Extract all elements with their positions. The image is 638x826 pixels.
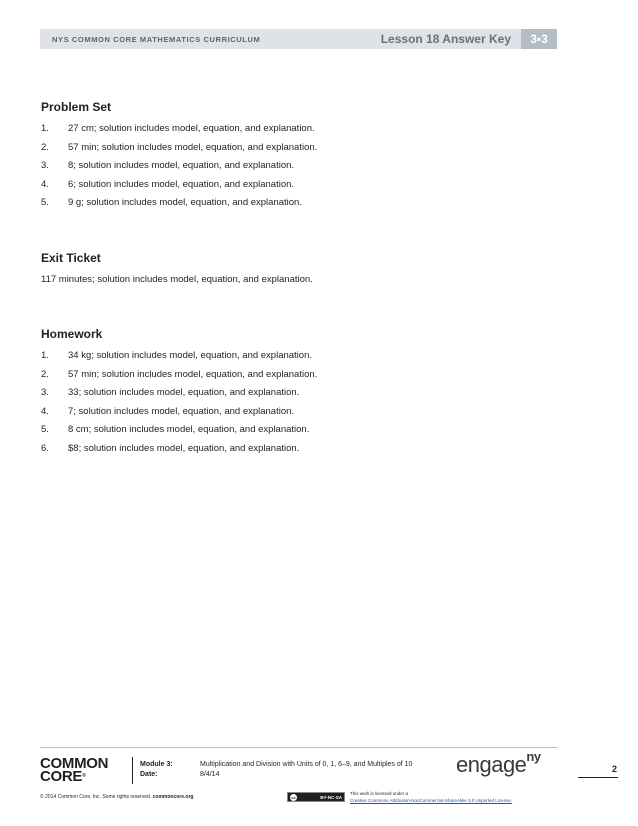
curriculum-title: NYS COMMON CORE MATHEMATICS CURRICULUM	[52, 34, 261, 44]
copyright-notice	[40, 794, 193, 800]
item-text: 8 cm; solution includes model, equation, and explanation.	[68, 424, 310, 436]
logo-registered-mark: ®	[82, 773, 86, 779]
license-text	[350, 790, 512, 804]
problem-set-heading: Problem Set	[41, 100, 112, 114]
item-number: 1.	[41, 123, 49, 134]
item-text: 57 min; solution includes model, equation, and explanation.	[68, 141, 318, 153]
item-text: 57 min; solution includes model, equation, and explanation.	[68, 368, 318, 380]
grade-badge: 3•3	[521, 29, 557, 49]
list-item	[41, 197, 561, 216]
copyright-site: commoncore.org	[152, 794, 194, 800]
homework-list	[41, 350, 561, 462]
cc-license-badge[interactable]	[287, 792, 345, 802]
item-text: 27 cm; solution includes model, equation, and explanation.	[68, 123, 315, 134]
item-number: 4.	[41, 178, 49, 190]
footer-labels	[140, 760, 173, 780]
item-number: 4.	[41, 405, 49, 417]
copyright-text: © 2014 Common Core, Inc. Some rights reserved.	[40, 794, 152, 800]
homework-section	[41, 327, 561, 462]
list-item	[41, 387, 561, 406]
exit-ticket-section	[41, 251, 561, 285]
item-number: 6.	[41, 442, 49, 454]
list-item	[41, 443, 561, 462]
list-item	[41, 142, 561, 161]
header-band	[40, 29, 557, 49]
page-number-rule	[578, 777, 618, 778]
list-item	[41, 369, 561, 388]
item-number: 2.	[41, 141, 49, 153]
exit-ticket-answer: 117 minutes; solution includes model, equation, and explanation.	[41, 274, 313, 285]
item-text: 6; solution includes model, equation, and explanation.	[68, 178, 295, 190]
list-item	[41, 179, 561, 198]
item-number: 5.	[41, 197, 49, 209]
item-number: 2.	[41, 368, 49, 380]
homework-heading: Homework	[41, 327, 103, 341]
ny-text: ny	[526, 749, 541, 764]
page-number: 2	[611, 764, 617, 774]
item-text: $8; solution includes model, equation, and explanation.	[68, 442, 300, 454]
list-item	[41, 350, 561, 369]
module-label: Module 3:	[140, 761, 173, 768]
item-number: 1.	[41, 350, 49, 361]
license-line-1: This work is licensed under a	[350, 791, 409, 796]
footer-divider	[132, 757, 133, 784]
footer-values	[200, 760, 412, 780]
module-value: Multiplication and Division with Units of 0, 1, 6–9, and Multiples of 10	[200, 761, 413, 768]
item-text: 8; solution includes model, equation, and explanation.	[68, 160, 295, 172]
creative-commons-icon: cc	[291, 794, 296, 800]
date-label: Date:	[140, 771, 158, 778]
date-value: 8/4/14	[200, 771, 220, 778]
logo-line-2: CORE	[40, 768, 83, 785]
problem-set-list	[41, 123, 561, 216]
common-core-logo	[40, 757, 108, 783]
item-text: 9 g; solution includes model, equation, and explanation.	[68, 197, 302, 209]
item-number: 5.	[41, 424, 49, 436]
list-item	[41, 123, 561, 142]
list-item	[41, 160, 561, 179]
logo-line-1: COMMON	[40, 755, 109, 772]
lesson-title: Lesson 18 Answer Key	[380, 32, 511, 46]
list-item	[41, 424, 561, 443]
item-text: 34 kg; solution includes model, equation, and explanation.	[68, 350, 313, 361]
engage-text: engage	[456, 752, 527, 777]
license-badge-text: BY-NC-SA	[320, 794, 342, 800]
problem-set-section	[41, 100, 561, 216]
footer-rule	[40, 747, 558, 748]
item-number: 3.	[41, 160, 49, 172]
list-item	[41, 406, 561, 425]
exit-ticket-heading: Exit Ticket	[41, 251, 101, 265]
item-text: 7; solution includes model, equation, and explanation.	[68, 405, 295, 417]
engageny-logo	[456, 749, 541, 778]
item-number: 3.	[41, 387, 49, 399]
item-text: 33; solution includes model, equation, and explanation.	[68, 387, 300, 399]
license-link[interactable]: Creative Commons Attribution-NonCommercial-ShareAlike 3.0 Unported License.	[350, 798, 513, 803]
